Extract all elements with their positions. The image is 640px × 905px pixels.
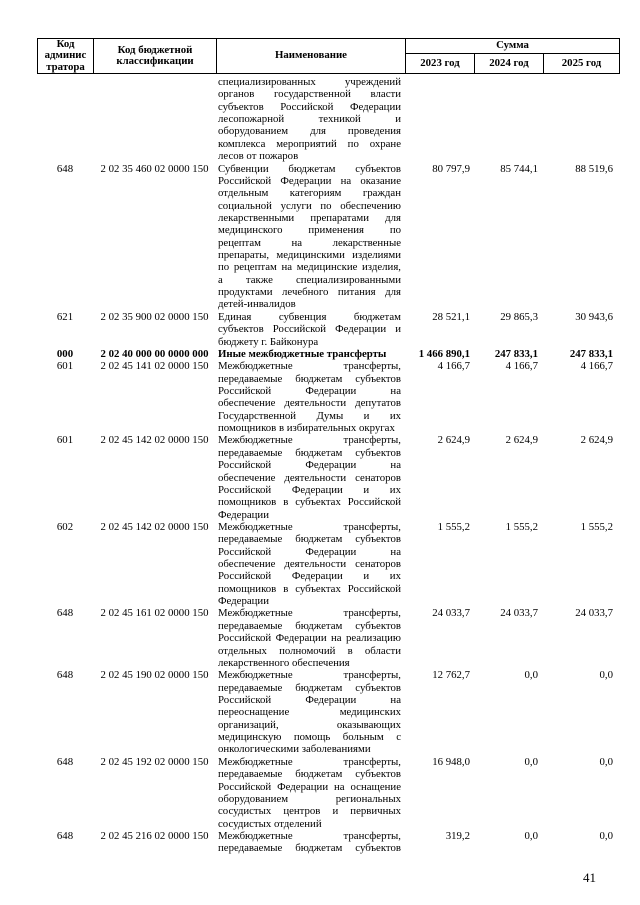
- budget-code-cell: 2 02 45 142 02 0000 150: [100, 434, 209, 447]
- name-line: Единая субвенция бюджетам: [218, 310, 401, 323]
- amount-2024-cell: 0,0: [524, 755, 538, 768]
- amount-2024-cell: 0,0: [524, 669, 538, 682]
- name-line: обеспечение деятельности сенаторов: [218, 471, 401, 484]
- table-row: [37, 434, 619, 521]
- name-line: передаваемые бюджетам субъектов: [218, 842, 401, 855]
- name-cell: [216, 521, 405, 608]
- admin-code-cell: [37, 76, 93, 88]
- budget-code-header-line: Код бюджетной: [117, 43, 193, 56]
- name-line: Межбюджетные трансферты,: [218, 520, 401, 533]
- amount-2023-cell: 4 166,7: [437, 360, 470, 373]
- name-line: Межбюджетные трансферты,: [218, 755, 401, 768]
- name-line: Федерации: [218, 508, 269, 521]
- name-line: социальной услуги по обеспечению: [218, 199, 401, 212]
- name-line: детей-инвалидов: [218, 298, 296, 311]
- amount-2024-cell: 4 166,7: [505, 360, 538, 373]
- budget-code-cell: 2 02 35 900 02 0000 150: [100, 310, 209, 323]
- name-line: передаваемые бюджетам субъектов: [218, 446, 401, 459]
- name-line: Российской Федерации и их: [218, 483, 401, 496]
- name-cell: [216, 756, 405, 830]
- name-line: специализированных учреждений: [218, 76, 401, 88]
- name-line: оборудованием региональных: [218, 792, 401, 805]
- admin-code-cell: 648: [56, 829, 74, 842]
- budget-code-cell: 2 02 45 216 02 0000 150: [100, 829, 209, 842]
- page-number: 41: [583, 870, 596, 885]
- name-line: Российской Федерации на оснащение: [218, 780, 401, 793]
- name-line: отдельным категориям граждан: [218, 187, 401, 200]
- name-line: субъектов Российской Федерации: [218, 100, 401, 113]
- name-line: органов государственной власти: [218, 88, 401, 101]
- name-line: обеспечение деятельности депутатов: [218, 397, 401, 410]
- name-line: Российской Федерации на: [218, 459, 401, 472]
- admin-code-cell: 602: [56, 520, 74, 533]
- name-line: оборудованием для проведения: [218, 125, 401, 138]
- amount-2025-cell: 30 943,6: [575, 310, 613, 323]
- amount-2025-cell: 88 519,6: [575, 162, 613, 175]
- name-line: Российской Федерации на: [218, 545, 401, 558]
- amount-2024-cell: 24 033,7: [500, 607, 538, 620]
- amount-2023-cell: 24 033,7: [432, 607, 470, 620]
- name-line: Межбюджетные трансферты,: [218, 669, 401, 682]
- budget-code-header: [94, 39, 217, 74]
- amount-2023-cell: 80 797,9: [432, 162, 470, 175]
- amount-2025-cell: 0,0: [599, 829, 613, 842]
- amount-2025-cell: 2 624,9: [580, 434, 613, 447]
- name-line: Государственной Думы и их: [218, 409, 401, 422]
- amount-2025-cell: 0,0: [599, 755, 613, 768]
- header-row-top: [38, 39, 620, 54]
- name-line: передаваемые бюджетам субъектов: [218, 619, 401, 632]
- budget-code-cell: 2 02 45 192 02 0000 150: [100, 755, 209, 768]
- name-line: передаваемые бюджетам субъектов: [218, 768, 401, 781]
- amount-2025-cell: [543, 76, 619, 88]
- budget-code-header-line: классификации: [116, 55, 194, 67]
- budget-code-cell: 2 02 35 460 02 0000 150: [100, 162, 209, 175]
- name-line: Российской Федерации на реализацию: [218, 632, 401, 645]
- amount-2023-cell: 319,2: [445, 829, 470, 842]
- admin-code-cell: 621: [56, 310, 74, 323]
- name-line: сосудистых отделений: [218, 817, 322, 830]
- name-line: Российской Федерации и их: [218, 570, 401, 583]
- name-line: обеспечение деятельности сенаторов: [218, 558, 401, 571]
- admin-code-header: [38, 39, 94, 74]
- name-line: лекарственного обеспечения: [218, 656, 350, 669]
- admin-code-cell: 648: [56, 162, 74, 175]
- name-cell: [216, 311, 405, 348]
- name-line: помощников в субъектах Российской: [218, 496, 401, 509]
- name-cell: [216, 434, 405, 521]
- name-cell: [216, 76, 405, 163]
- amount-2023-cell: 16 948,0: [432, 755, 470, 768]
- name-line: передаваемые бюджетам субъектов: [218, 681, 401, 694]
- budget-code-cell: 2 02 45 141 02 0000 150: [100, 360, 209, 373]
- amount-2025-cell: 24 033,7: [575, 607, 613, 620]
- amount-2023-cell: 12 762,7: [432, 669, 470, 682]
- amount-2025-cell: 1 555,2: [580, 520, 613, 533]
- name-line: Межбюджетные трансферты,: [218, 434, 401, 447]
- name-cell: [216, 360, 405, 434]
- table-row: [37, 521, 619, 608]
- table-row: [37, 607, 619, 669]
- name-line: отдельных полномочий в области: [218, 644, 401, 657]
- amount-2023-cell: [405, 76, 474, 88]
- name-line: лекарственными препаратами для: [218, 211, 401, 224]
- table-row: [37, 348, 619, 360]
- table-row: [37, 669, 619, 756]
- amount-2024-cell: 0,0: [524, 829, 538, 842]
- amount-2024-cell: 85 744,1: [500, 162, 538, 175]
- name-line: а также специализированными: [218, 273, 401, 286]
- name-line: продуктами лечебного питания для: [218, 286, 401, 299]
- table-row: [37, 163, 619, 311]
- name-line: Межбюджетные трансферты,: [218, 360, 401, 373]
- name-line: Федерации: [218, 595, 269, 608]
- name-line: онкологическими заболеваниями: [218, 743, 371, 756]
- name-line: передаваемые бюджетам субъектов: [218, 372, 401, 385]
- year-header-2024: 2024 год: [475, 54, 544, 74]
- name-line: Российской Федерации на оказание: [218, 174, 401, 187]
- amount-2024-cell: 29 865,3: [500, 310, 538, 323]
- name-line: лесов от пожаров: [218, 150, 299, 163]
- name-cell: [216, 163, 405, 311]
- admin-code-cell: 648: [56, 755, 74, 768]
- table-row: [37, 76, 619, 163]
- name-line: рецептам на лекарственные: [218, 236, 401, 249]
- name-line: лесопожарной техникой и: [218, 113, 401, 126]
- amount-2023-cell: 1 555,2: [437, 520, 470, 533]
- amount-2025-cell: 4 166,7: [580, 360, 613, 373]
- name-line: бюджету г. Байконура: [218, 335, 319, 348]
- admin-code-header-line: Код: [56, 38, 75, 51]
- budget-code-cell: 2 02 45 161 02 0000 150: [100, 607, 209, 620]
- admin-code-cell: 601: [56, 360, 74, 373]
- name-cell: [216, 607, 405, 669]
- amount-2024-cell: [474, 76, 543, 88]
- name-line: передаваемые бюджетам субъектов: [218, 533, 401, 546]
- name-line: препараты, медицинскими изделиями: [218, 249, 401, 262]
- amount-2024-cell: 1 555,2: [505, 520, 538, 533]
- admin-code-cell: 601: [56, 434, 74, 447]
- amount-2025-cell: 0,0: [599, 669, 613, 682]
- table-row: [37, 830, 619, 855]
- table-row: [37, 756, 619, 830]
- table-row: [37, 360, 619, 434]
- name-cell: [216, 348, 405, 360]
- table-body: [37, 76, 619, 855]
- name-line: переоснащение медицинских: [218, 706, 401, 719]
- name-line: Российской Федерации на: [218, 385, 401, 397]
- year-header-2023: 2023 год: [406, 54, 475, 74]
- budget-code-cell: 2 02 40 000 00 0000 000: [100, 347, 209, 360]
- amount-2024-cell: 2 624,9: [505, 434, 538, 447]
- name-cell: [216, 830, 405, 855]
- table-row: [37, 311, 619, 348]
- table-header: [37, 38, 620, 74]
- amount-2025-cell: 247 833,1: [569, 347, 613, 360]
- name-line: Иные межбюджетные трансферты: [218, 347, 387, 360]
- amount-2024-cell: 247 833,1: [494, 347, 538, 360]
- admin-code-cell: 648: [56, 607, 74, 620]
- budget-code-cell: [93, 76, 216, 88]
- name-line: комплекса мероприятий по охране: [218, 137, 401, 150]
- year-header-2025: 2025 год: [544, 54, 620, 74]
- amount-2023-cell: 2 624,9: [437, 434, 470, 447]
- name-line: медицинскую помощь больным с: [218, 731, 401, 744]
- budget-code-cell: 2 02 45 142 02 0000 150: [100, 520, 209, 533]
- admin-code-header-line: админис: [44, 49, 87, 62]
- name-line: Российской Федерации на: [218, 693, 401, 706]
- name-line: организаций, оказывающих: [218, 718, 401, 731]
- name-line: сосудистых центров и первичных: [218, 805, 401, 818]
- name-line: по рецептам на медицинские изделия,: [218, 261, 401, 274]
- name-header: Наименование: [217, 39, 406, 74]
- sum-header: Сумма: [406, 39, 620, 54]
- name-line: помощников в избирательных округах: [218, 422, 395, 435]
- admin-code-cell: 648: [56, 669, 74, 682]
- name-line: Межбюджетные трансферты,: [218, 607, 401, 620]
- admin-code-header-line: тратора: [46, 60, 85, 73]
- admin-code-cell: 000: [56, 347, 74, 360]
- name-line: медицинского применения по: [218, 224, 401, 237]
- name-cell: [216, 669, 405, 756]
- name-line: помощников в субъектах Российской: [218, 582, 401, 595]
- name-line: Субвенции бюджетам субъектов: [218, 162, 401, 175]
- amount-2023-cell: 28 521,1: [432, 310, 470, 323]
- amount-2023-cell: 1 466 890,1: [418, 347, 470, 360]
- name-line: субъектов Российской Федерации и: [218, 323, 401, 336]
- name-line: Межбюджетные трансферты,: [218, 829, 401, 842]
- budget-code-cell: 2 02 45 190 02 0000 150: [100, 669, 209, 682]
